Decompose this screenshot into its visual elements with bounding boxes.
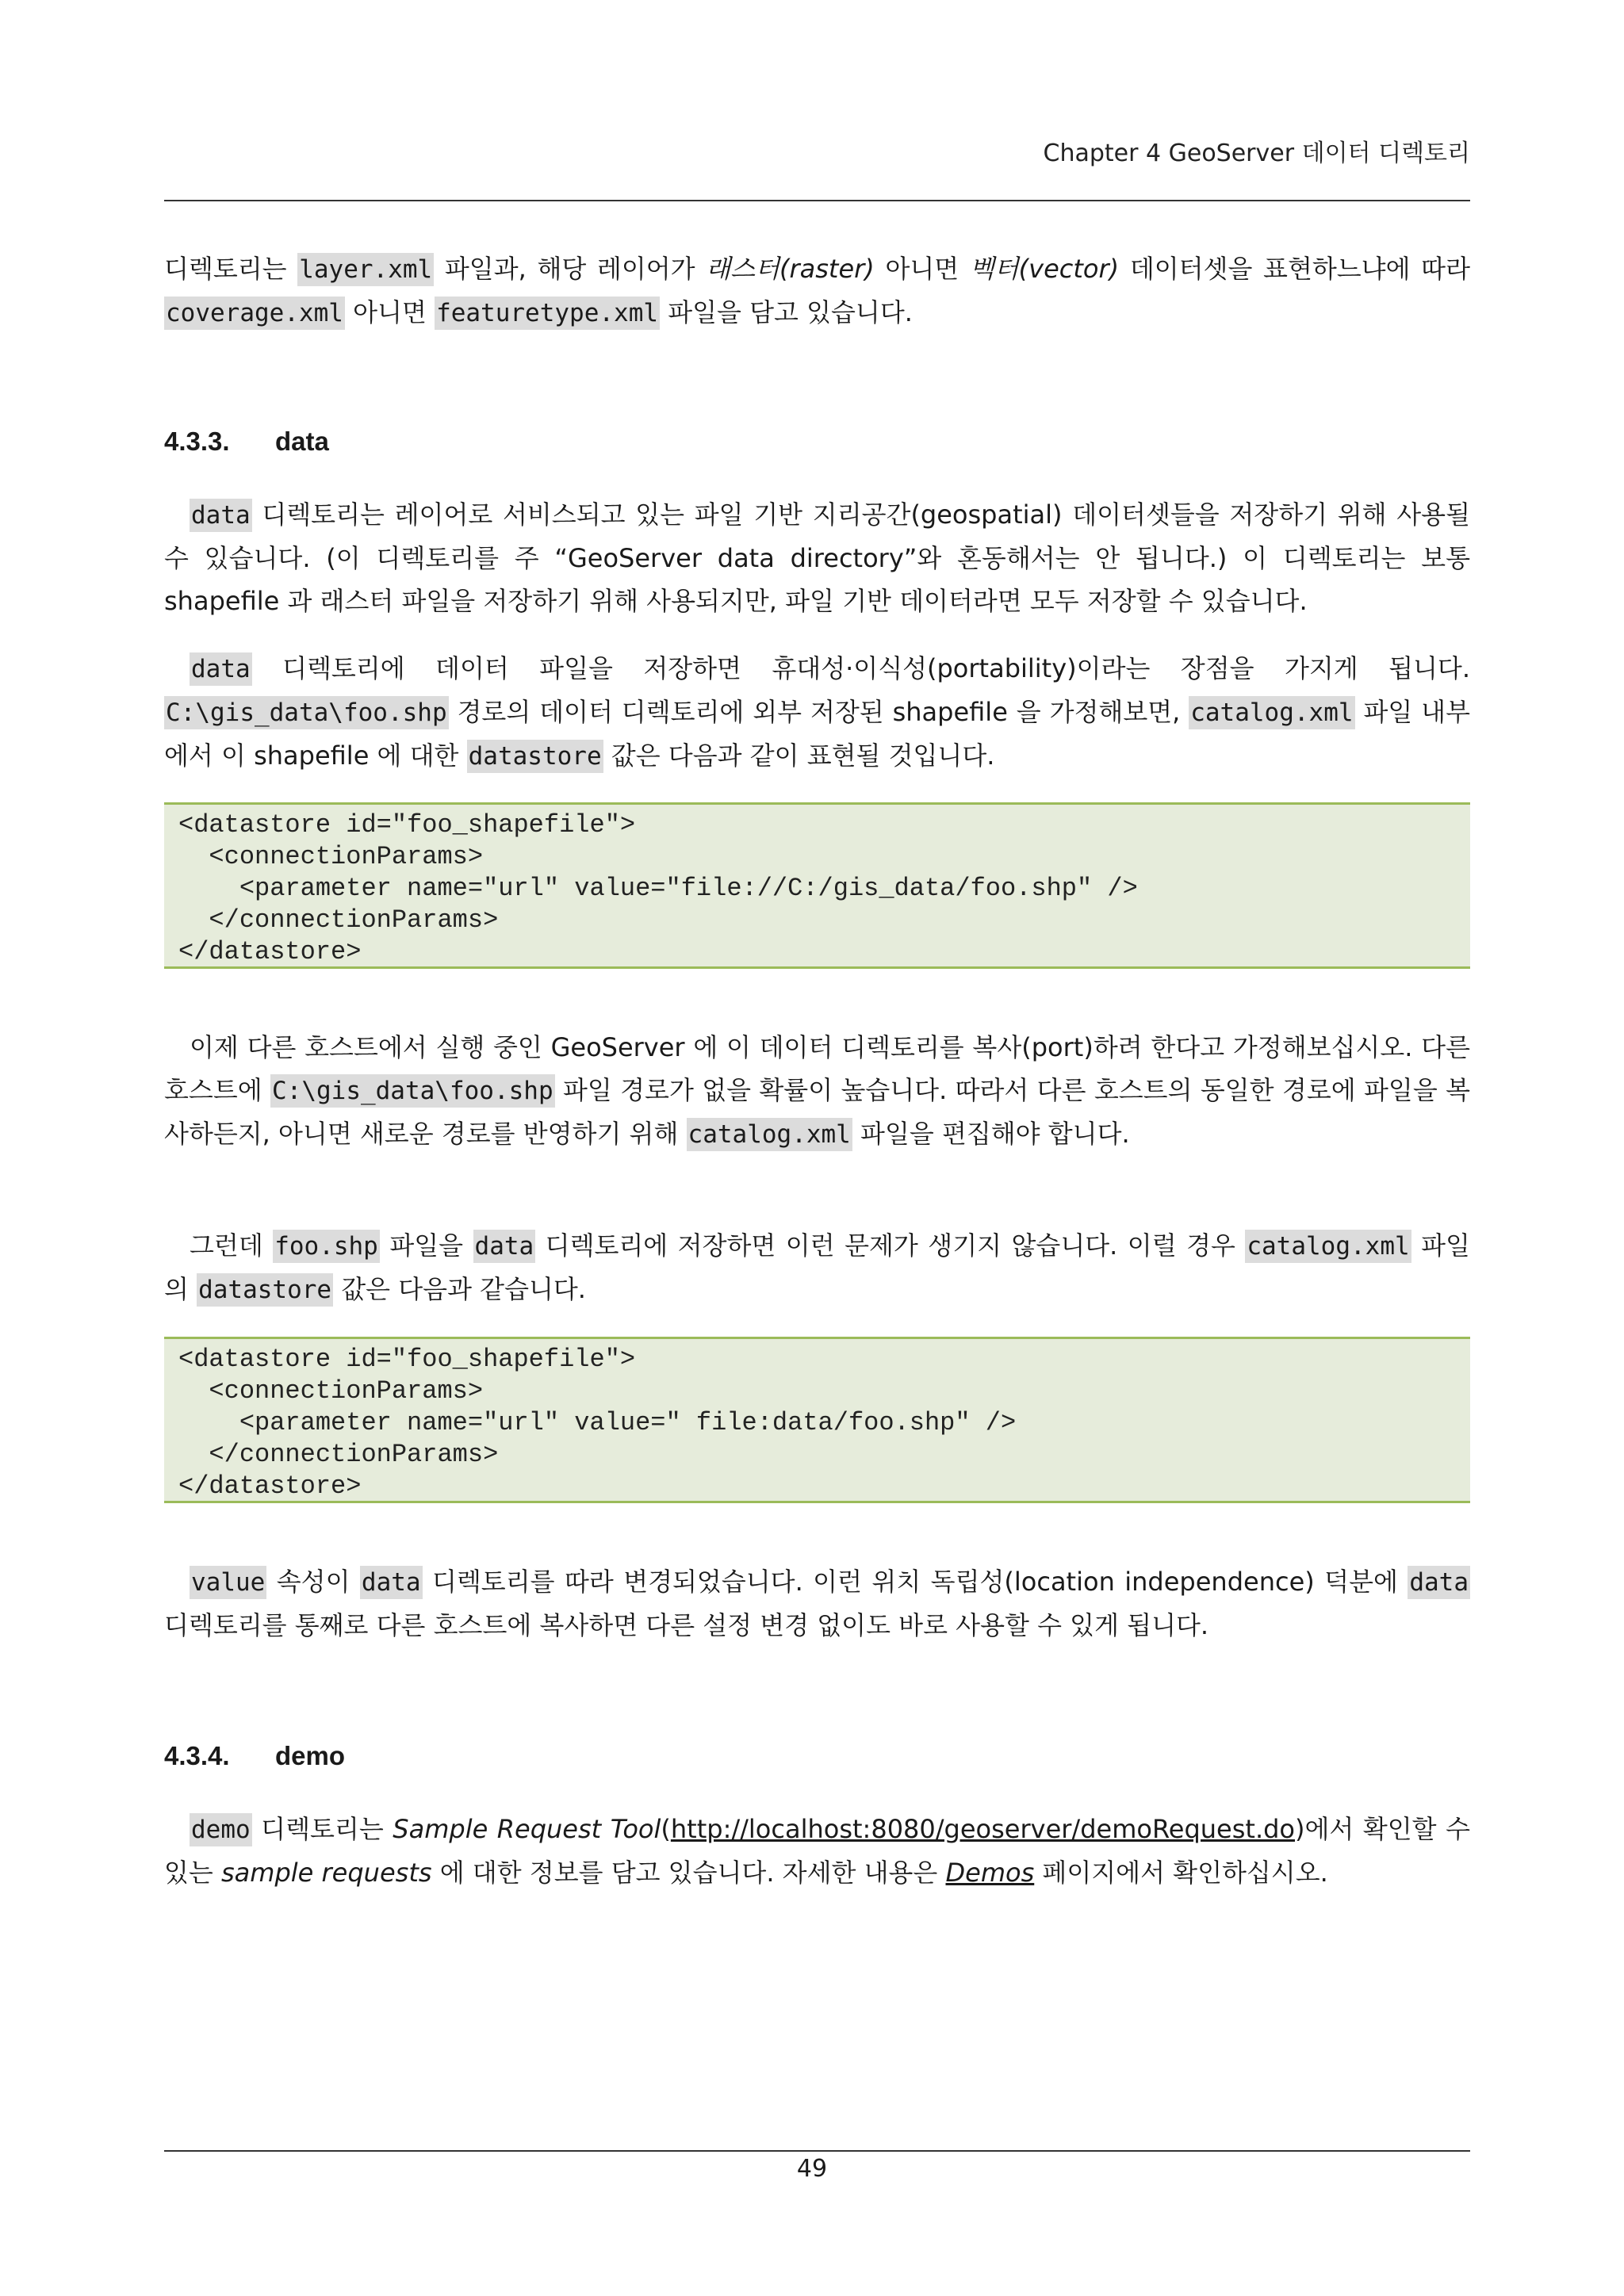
inline-code: datastore xyxy=(467,740,603,773)
text: 파일 경로가 없을 확률이 높습니다. 따라서 다른 호스트의 동일한 경로에 파일을 복사하든지, 아니면 새로운 경로를 반영하기 위해 xyxy=(164,1075,1470,1149)
vector-term: 벡터(vector) xyxy=(969,254,1120,284)
intro-paragraph xyxy=(164,247,1470,335)
data-paragraph-4 xyxy=(164,1224,1470,1311)
text: 디렉토리에 데이터 파일을 저장하면 휴대성·이식성(portability)이라는 장점을 가지게 됩니다. xyxy=(251,653,1470,683)
text: 값은 다음과 같이 표현될 것입니다. xyxy=(603,740,995,771)
text: 파일의 xyxy=(164,1230,1470,1304)
text: 그런데 xyxy=(190,1230,274,1261)
text: 파일과, 해당 레이어가 xyxy=(434,254,707,284)
section-heading-demo xyxy=(164,1741,345,1771)
text: 파일을 편집해야 합니다. xyxy=(852,1119,1130,1149)
page-number: 49 xyxy=(796,2155,828,2183)
demos-link[interactable]: Demos xyxy=(945,1858,1035,1888)
inline-code: layer.xml xyxy=(297,253,434,286)
section-title: data xyxy=(275,427,329,456)
text: 파일을 xyxy=(379,1230,473,1261)
section-number: 4.3.3. xyxy=(164,427,230,456)
text: 디렉토리는 xyxy=(251,1814,393,1844)
text: 값은 다음과 같습니다. xyxy=(333,1274,586,1304)
text: 아니면 xyxy=(874,254,970,284)
text: 파일 내부에서 이 shapefile 에 대한 xyxy=(164,697,1470,771)
section-heading-data xyxy=(164,427,329,457)
inline-code: C:\gis_data\foo.shp xyxy=(270,1074,555,1108)
data-paragraph-5 xyxy=(164,1560,1470,1647)
inline-code: foo.shp xyxy=(273,1230,380,1263)
sample-request-tool: Sample Request Tool xyxy=(393,1814,661,1844)
section-number: 4.3.4. xyxy=(164,1741,230,1770)
sample-requests-term: sample requests xyxy=(221,1858,432,1888)
inline-code: coverage.xml xyxy=(164,297,345,330)
inline-code: catalog.xml xyxy=(1245,1230,1411,1263)
section-title: demo xyxy=(275,1741,346,1770)
inline-code: data xyxy=(473,1230,536,1263)
data-paragraph-2 xyxy=(164,647,1470,778)
inline-code: value xyxy=(190,1566,266,1599)
inline-code: data xyxy=(1408,1566,1470,1599)
text: 에서 확인할 수 있는 xyxy=(164,1814,1471,1888)
text: 이제 다른 호스트에서 실행 중인 GeoServer 에 이 데이터 디렉토리를 복사(port)하려 한다고 가정해보십시오. 다른 호스트에 xyxy=(164,1032,1470,1105)
code-block-2: <datastore id="foo_shapefile"> <connectionParams> <parameter name="url" value=" file:data/foo.shp" /> </connectionParams> </datastore> xyxy=(164,1337,1470,1503)
running-header: Chapter 4 GeoServer 데이터 디렉토리 xyxy=(1043,140,1470,167)
text: 아니면 xyxy=(344,297,435,327)
text: 파일을 담고 있습니다. xyxy=(660,297,913,327)
inline-code: data xyxy=(360,1566,423,1599)
header-rule xyxy=(164,200,1470,201)
text: 디렉토리를 통째로 다른 호스트에 복사하면 다른 설정 변경 없이도 바로 사용할 수 있게 됩니다. xyxy=(164,1610,1209,1640)
text: 디렉토리는 레이어로 서비스되고 있는 파일 기반 지리공간(geospatial) 데이터셋들을 저장하기 위해 사용될 수 있습니다. (이 디렉토리를 주 “GeoServer data directory”와 혼동해서는 안 됩니다.) 이 디렉토리는 보통 shapefile 과 래스터 파일을 저장하기 위해 사용되지만, 파일 기반 데이터라면 모두 저장할 수 있습니다. xyxy=(164,499,1470,616)
footer-rule xyxy=(164,2150,1470,2152)
raster-term: 래스터(raster) xyxy=(706,254,875,284)
text: 디렉토리는 xyxy=(164,254,298,284)
text: 속성이 xyxy=(266,1567,360,1597)
code-block-1: <datastore id="foo_shapefile"> <connectionParams> <parameter name="url" value="file://C:/gis_data/foo.shp" /> </connectionParams> </datastore> xyxy=(164,802,1470,969)
text: 경로의 데이터 디렉토리에 외부 저장된 shapefile 을 가정해보면, xyxy=(448,697,1189,727)
demo-paragraph: demo 디렉토리는 Sample Request Tool(http://localhost:8080/geoserver/demoRequest.do)에서 확인할 수 있는 sample requests 에 대한 정보를 담고 있습니다. 자세한 내용은 Demos 페이지에서 확인하십시오. xyxy=(164,1814,1471,1888)
inline-code: catalog.xml xyxy=(687,1118,852,1151)
inline-code: data xyxy=(190,652,252,686)
inline-code: demo xyxy=(190,1813,252,1846)
text: 디렉토리에 저장하면 이런 문제가 생기지 않습니다. 이럴 경우 xyxy=(535,1230,1246,1261)
data-paragraph-3 xyxy=(164,1026,1470,1156)
text: 데이터셋을 표현하느냐에 따라 xyxy=(1119,254,1470,284)
data-paragraph-1 xyxy=(164,493,1470,622)
inline-code: featuretype.xml xyxy=(435,297,660,330)
demo-request-link[interactable]: http://localhost:8080/geoserver/demoRequest.do xyxy=(670,1814,1295,1844)
text: 에 대한 정보를 담고 있습니다. 자세한 내용은 xyxy=(431,1858,946,1888)
inline-code: catalog.xml xyxy=(1189,696,1354,729)
inline-code: data xyxy=(190,499,252,532)
text: 페이지에서 확인하십시오. xyxy=(1034,1858,1328,1888)
inline-code: C:\gis_data\foo.shp xyxy=(164,696,449,729)
inline-code: datastore xyxy=(197,1273,333,1307)
text: 디렉토리를 따라 변경되었습니다. 이런 위치 독립성(location independence) 덕분에 xyxy=(422,1567,1408,1597)
